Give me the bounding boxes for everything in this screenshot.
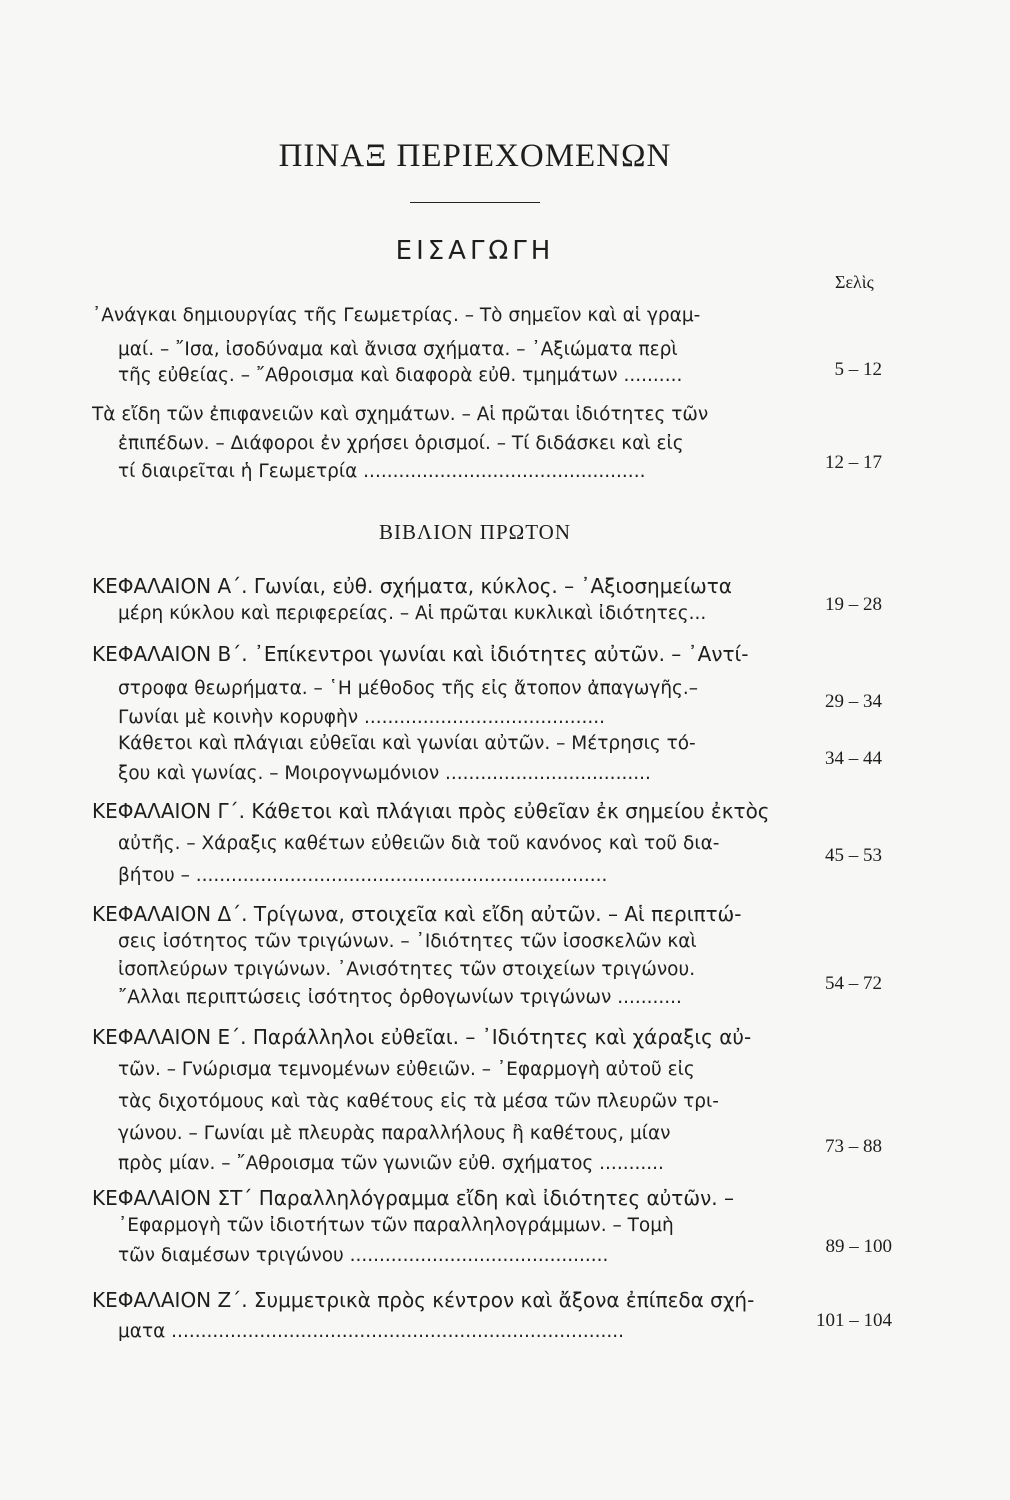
page-range: 45 – 53 <box>825 845 882 866</box>
entry-line: ΚΕΦΑΛΑΙΟΝ Α΄. Γωνίαι, εὐθ. σχήματα, κύκλος. – ᾿Αξιοσημείωτα <box>92 574 732 598</box>
entry-line: τὰς διχοτόμους καὶ τὰς καθέτους εἰς τὰ μέσα τῶν πλευρῶν τρι- <box>118 1091 719 1112</box>
page-range: 34 – 44 <box>825 748 882 769</box>
entry-line: Κάθετοι καὶ πλάγιαι εὐθεῖαι καὶ γωνίαι αὐτῶν. – Μέτρησις τό- <box>118 733 696 754</box>
entry-line: ΚΕΦΑΛΑΙΟΝ Γ΄. Κάθετοι καὶ πλάγιαι πρὸς εὐθεῖαν ἐκ σημείου ἐκτὸς <box>92 799 770 823</box>
entry-line: ἐπιπέδων. – Διάφοροι ἐν χρήσει ὁρισμοί. – Τί διδάσκει καὶ εἰς <box>118 433 684 454</box>
page-range: 101 – 104 <box>816 1310 892 1331</box>
entry-line: ἰσοπλεύρων τριγώνων. ᾿Ανισότητες τῶν στοιχείων τριγώνου. <box>118 959 696 980</box>
page-range: 5 – 12 <box>834 359 882 380</box>
page-range: 19 – 28 <box>825 594 882 615</box>
entry-line: μέρη κύκλου καὶ περιφερείας. – Αἱ πρῶται κυκλικαὶ ἰδιότητες... <box>118 603 707 624</box>
entry-line: σεις ἰσότητος τῶν τριγώνων. – ᾿Ιδιότητες τῶν ἰσοσκελῶν καὶ <box>118 931 697 952</box>
entry-line: τί διαιρεῖται ἡ Γεωμετρία ................................................ <box>118 461 646 482</box>
entry-line: ΚΕΦΑΛΑΙΟΝ Β΄. ᾿Επίκεντροι γωνίαι καὶ ἰδιότητες αὐτῶν. – ᾿Αντί- <box>92 642 749 666</box>
entry-line: ᾿Ανάγκαι δημιουργίας τῆς Γεωμετρίας. – Τὸ σημεῖον καὶ αἱ γραμ- <box>92 305 701 326</box>
entry-line: ματα ............................................................................. <box>118 1321 624 1342</box>
page-range: 29 – 34 <box>825 691 882 712</box>
entry-line: ΚΕΦΑΛΑΙΟΝ ΣΤ΄ Παραλληλόγραμμα εἴδη καὶ ἰδιότητες αὐτῶν. – <box>92 1186 734 1210</box>
entry-line: ΚΕΦΑΛΑΙΟΝ Ζ΄. Συμμετρικὰ πρὸς κέντρον καὶ ἄξονα ἐπίπεδα σχή- <box>92 1288 755 1312</box>
entry-line: πρὸς μίαν. – ῎Αθροισμα τῶν γωνιῶν εὐθ. σχήματος ........... <box>118 1153 664 1174</box>
page-range: 12 – 17 <box>825 452 882 473</box>
entry-line: ᾿Εφαρμογὴ τῶν ἰδιοτήτων τῶν παραλληλογράμμων. – Τομὴ <box>118 1215 674 1236</box>
page-column-label: Σελὶς <box>835 272 874 292</box>
entry-line: μαί. – ῎Ισα, ἰσοδύναμα καὶ ἄνισα σχήματα. – ᾿Αξιώματα περὶ <box>118 339 678 360</box>
entry-line: τῶν διαμέσων τριγώνου ............................................ <box>118 1245 609 1266</box>
entry-line: ξου καὶ γωνίας. – Μοιρογνωμόνιον ................................... <box>118 763 651 784</box>
entry-line: ῎Αλλαι περιπτώσεις ἰσότητος ὀρθογωνίων τριγώνων ........... <box>118 987 682 1008</box>
book-one-heading: ΒΙΒΛΙΟΝ ΠΡΩΤΟΝ <box>378 520 572 544</box>
entry-line: τῆς εὐθείας. – ῎Αθροισμα καὶ διαφορὰ εὐθ. τμημάτων .......... <box>118 365 683 386</box>
page-range: 89 – 100 <box>825 1236 892 1257</box>
page-title: ΠΙΝΑΞ ΠΕΡΙΕΧΟΜΕΝΩΝ <box>278 138 672 174</box>
entry-line: ΚΕΦΑΛΑΙΟΝ Δ΄. Τρίγωνα, στοιχεῖα καὶ εἴδη αὐτῶν. – Αἱ περιπτώ- <box>92 902 742 926</box>
entry-line: αὐτῆς. – Χάραξις καθέτων εὐθειῶν διὰ τοῦ κανόνος καὶ τοῦ δια- <box>118 833 720 854</box>
entry-line: γώνου. – Γωνίαι μὲ πλευρὰς παραλλήλους ἢ καθέτους, μίαν <box>118 1123 671 1144</box>
page-range: 73 – 88 <box>825 1136 882 1157</box>
entry-line: στροφα θεωρήματα. – ῾Η μέθοδος τῆς εἰς ἄτοπον ἀπαγωγῆς.– <box>118 678 699 699</box>
page-range: 54 – 72 <box>825 973 882 994</box>
entry-line: ΚΕΦΑΛΑΙΟΝ Ε΄. Παράλληλοι εὐθεῖαι. – ᾿Ιδιότητες καὶ χάραξις αὐ- <box>92 1025 752 1049</box>
entry-line: Γωνίαι μὲ κοινὴν κορυφὴν ......................................... <box>118 707 606 728</box>
title-divider <box>410 202 540 203</box>
entry-line: τῶν. – Γνώρισμα τεμνομένων εὐθειῶν. – ᾿Εφαρμογὴ αὐτοῦ εἰς <box>118 1059 695 1080</box>
entry-line: βήτου – ...................................................................... <box>118 865 608 886</box>
introduction-heading: ΕΙΣΑΓΩΓΗ <box>395 236 555 266</box>
entry-line: Τὰ εἴδη τῶν ἐπιφανειῶν καὶ σχημάτων. – Αἱ πρῶται ἰδιότητες τῶν <box>92 404 709 425</box>
